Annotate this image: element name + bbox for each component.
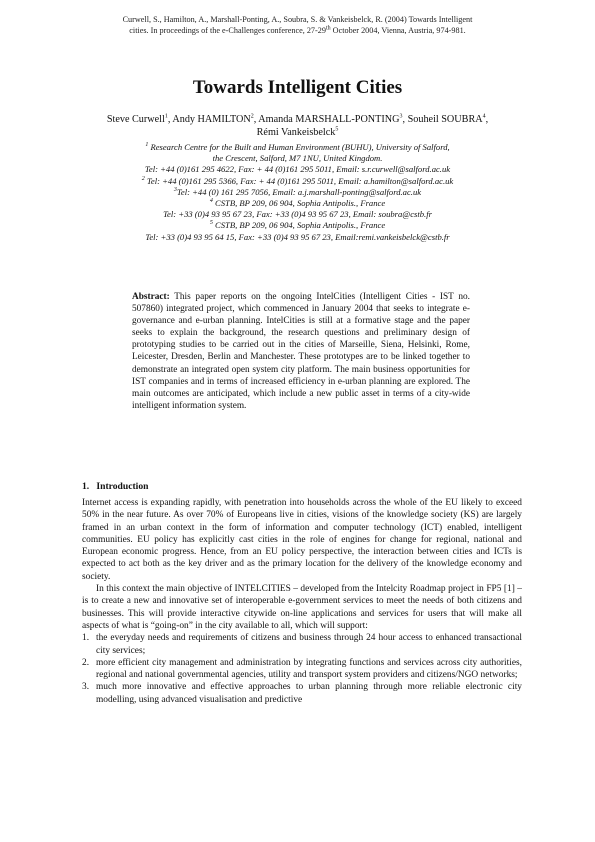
affiliation-mark: 4	[209, 198, 213, 205]
affiliation-mark: 1	[145, 142, 149, 149]
author-name: Steve Curwell	[106, 114, 165, 125]
affiliation-5-line-1	[70, 220, 525, 231]
author-mark: 5	[335, 126, 339, 133]
citation-line-2-end: October 2004, Vienna, Austria, 974-981.	[330, 26, 466, 35]
affiliation-1-contact: Tel: +44 (0)161 295 4622, Fax: + 44 (0)161 295 5011, Email: s.r.curwell@salford.ac.uk	[144, 164, 451, 175]
affiliation-2-contact	[70, 176, 525, 187]
list-item-text: the everyday needs and requirements of citizens and business through 24 hour access to enhanced transactional city services;	[96, 633, 522, 656]
author-name: Amanda MARSHALL-PONTING	[258, 114, 400, 125]
list-item-text: much more innovative and effective approaches to urban planning through more reliable electronic city modelling, using advanced visualisation and predictive	[96, 682, 522, 705]
list-item-number: 1.	[82, 633, 90, 644]
affiliation-text: Tel: +44 (0) 161 295 7056, Email: a.j.marshall-ponting@salford.ac.uk	[176, 186, 422, 197]
citation-ordinal: th	[325, 25, 331, 32]
citation-line-1: Curwell, S., Hamilton, A., Marshall-Ponting, A., Soubra, S. & Vankeisbelck, R. (2004) Towards Intelligent	[122, 15, 473, 24]
citation-header	[70, 14, 525, 36]
author-mark: 1	[164, 113, 168, 120]
author-separator: ,	[485, 114, 489, 125]
author-list	[100, 113, 495, 139]
author-separator: ,	[402, 114, 408, 125]
paper-title: Towards Intelligent Cities	[192, 77, 403, 98]
abstract	[132, 291, 470, 412]
section-heading	[82, 481, 148, 492]
list-item-text: more efficient city management and administration by integrating functions and services across city authorities, regional and national governmental agencies, utility and transport system providers and citizens/NGO networks;	[96, 657, 522, 681]
affiliation-3-contact	[70, 187, 525, 198]
list-item	[82, 681, 522, 706]
affiliation-text: Research Centre for the Built and Human Environment (BUHU), University of Salford,	[148, 142, 450, 152]
section-title: Introduction	[96, 481, 149, 492]
section-number: 1.	[82, 481, 90, 492]
citation-line-2	[70, 25, 525, 36]
affiliation-mark: 5	[209, 220, 213, 227]
affiliation-list	[70, 142, 525, 243]
affiliation-4-contact: Tel: +33 (0)4 93 95 67 23, Fax: +33 (0)4 93 95 67 23, Email: soubra@cstb.fr	[163, 209, 432, 220]
numbered-list	[82, 632, 522, 706]
author-name: Souheil SOUBRA	[407, 114, 483, 125]
affiliation-1-line-2: the Crescent, Salford, M7 1NU, United Kingdom.	[212, 153, 383, 164]
author-separator: ,	[167, 114, 173, 125]
affiliation-5-contact: Tel: +33 (0)4 93 95 64 15, Fax: +33 (0)4 93 95 67 23, Email:remi.vankeisbelck@cstb.fr	[145, 231, 450, 242]
author-separator: ,	[253, 114, 259, 125]
list-item	[82, 657, 522, 682]
abstract-text: This paper reports on the ongoing IntelCities (Intelligent Cities - IST no. 507860) integrated project, which commenced in January 2004 that seeks to integrate e-governance and e-urban planning. IntelCities is still at a formative stage and the paper seeks to explain the background, the research questions and preliminary design of prototyping studies to be carried out in the cities of Marseille, Siena, Helsinki, Rome, Leicester, Dresden, Berlin and Manchester. These prototypes are to be linked together to demonstrate an integrated open system city platform. The main business opportunities for IST companies and in terms of increased efficiency in e-urban planning are explored. The main outcomes are anticipated, which include a new public asset in terms of a city-wide intelligent information system.	[132, 292, 470, 411]
abstract-label: Abstract:	[132, 292, 170, 302]
list-item-number: 2.	[82, 657, 90, 668]
list-item-number: 3.	[82, 682, 90, 693]
affiliation-mark: 3	[173, 186, 177, 193]
body-text	[82, 497, 522, 706]
affiliation-1-line-1	[70, 142, 525, 153]
affiliation-4-line-1	[70, 198, 525, 209]
list-item	[82, 632, 522, 657]
paragraph: Internet access is expanding rapidly, with penetration into households across the whole of the EU likely to exceed 50% in the near future. As over 70% of Europeans live in cities, visions of the knowledge society (KS) are largely framed in an urban context in the form of information and computer technology (ICT) enabled, intelligent communities. EU policy has explicitly cast cities in the role of engines for change for regional, national and European economic progress. Hence, from an EU policy perspective, the interaction between cities and ICTs is expected to act both as the key driver and as the primary location for the delivery of the knowledge economy and society.	[82, 498, 522, 582]
affiliation-text: CSTB, BP 209, 06 904, Sophia Antipolis., France	[212, 220, 386, 231]
author-mark: 2	[250, 113, 254, 120]
citation-line-2-start: cities. In proceedings of the e-Challenges conference, 27-29	[129, 26, 326, 35]
author-name: Andy HAMILTON	[172, 114, 251, 125]
affiliation-mark: 2	[141, 175, 145, 182]
author-mark: 3	[399, 113, 403, 120]
paragraph: In this context the main objective of INTELCITIES – developed from the Intelcity Roadmap project in FP5 [1] – is to create a new and innovative set of interoperable e-government services to meet the needs of both citizens and businesses. This will provide interactive citywide on-line applications and services for users that will make all aspects of what is “going-on” in the city available to all, which will support:	[82, 584, 522, 631]
author-name: Rémi Vankeisbelck	[256, 127, 336, 138]
affiliation-text: Tel: +44 (0)161 295 5366, Fax: + 44 (0)161 295 5011, Email: a.hamilton@salford.ac.uk	[144, 175, 454, 186]
affiliation-text: CSTB, BP 209, 06 904, Sophia Antipolis., France	[212, 198, 386, 209]
author-mark: 4	[482, 113, 486, 120]
